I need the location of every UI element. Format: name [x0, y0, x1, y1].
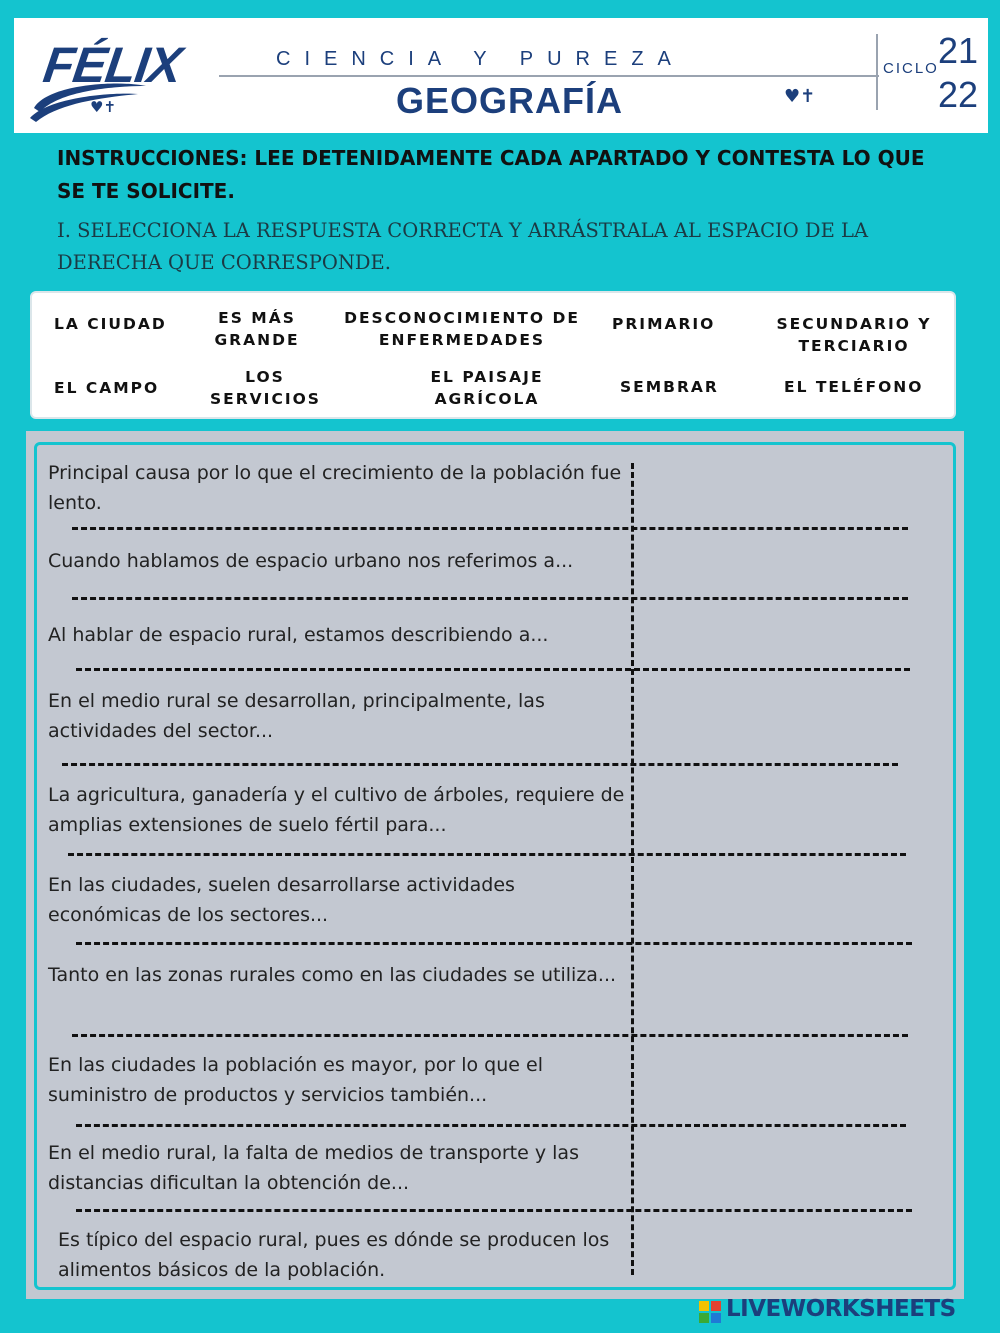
page-title: GEOGRAFÍA — [396, 80, 624, 121]
drag-option-text: DESCONOCIMIENTO DE — [344, 309, 580, 327]
liveworksheets-brand[interactable]: LIVEWORKSHEETS — [726, 1296, 956, 1322]
question-8: En las ciudades la población es mayor, por lo que el suministro de productos y servicios también... — [48, 1054, 543, 1106]
question-4: En el medio rural se desarrollan, principalmente, las actividades del sector... — [48, 690, 545, 742]
answer-drop-zone-7[interactable] — [640, 947, 940, 1031]
drag-option-text: ES MÁS — [218, 309, 296, 327]
section-title: I. SELECCIONA LA RESPUESTA CORRECTA Y ARRÁSTRALA AL ESPACIO DE LA DERECHA QUE CORRESPONDE. — [57, 219, 869, 274]
question-1: Principal causa por lo que el crecimiento de la población fue lento. — [48, 462, 622, 514]
drag-option-secundario-terciario[interactable] — [774, 313, 934, 357]
drag-option-el-telefono[interactable]: EL TELÉFONO — [784, 378, 924, 396]
drag-option-desconocimiento[interactable] — [342, 307, 582, 351]
answer-divider — [72, 527, 908, 530]
school-motto: CIENCIA Y PUREZA — [276, 48, 685, 70]
header-divider — [219, 75, 879, 77]
question-9: En el medio rural, la falta de medios de transporte y las distancias dificultan la obtención de... — [48, 1142, 579, 1194]
question-3: Al hablar de espacio rural, estamos describiendo a... — [48, 624, 549, 646]
drag-option-es-mas-grande[interactable] — [212, 307, 302, 351]
drag-option-text: TERCIARIO — [798, 337, 910, 355]
answer-drop-zone-3[interactable] — [640, 602, 940, 665]
logo-wordmark: FÉLIX — [40, 37, 185, 93]
answer-column-divider — [631, 463, 634, 1275]
cycle-year-end: 22 — [938, 74, 979, 115]
drag-option-text: SERVICIOS — [210, 390, 321, 408]
question-6: En las ciudades, suelen desarrollarse actividades económicas de los sectores... — [48, 874, 515, 926]
answer-divider — [76, 668, 910, 671]
drag-option-el-campo[interactable]: EL CAMPO — [54, 379, 160, 397]
drag-option-text: SECUNDARIO Y — [776, 315, 932, 333]
drag-option-text: GRANDE — [214, 331, 300, 349]
liveworksheets-logo-icon — [698, 1300, 722, 1324]
answer-divider — [76, 1209, 912, 1212]
drag-option-los-servicios[interactable] — [210, 366, 320, 410]
heart-cross-icon: ♥✝ — [90, 98, 117, 116]
answer-drop-zone-1[interactable] — [640, 460, 940, 524]
question-2: Cuando hablamos de espacio urbano nos referimos a... — [48, 550, 574, 572]
word-bank — [30, 291, 956, 419]
drag-option-primario[interactable]: PRIMARIO — [612, 315, 716, 333]
drag-option-la-ciudad[interactable]: LA CIUDAD — [54, 315, 167, 333]
cycle-year-start: 21 — [938, 30, 979, 71]
answer-drop-zone-6[interactable] — [640, 858, 940, 939]
answer-divider — [76, 942, 912, 945]
answer-drop-zone-4[interactable] — [640, 673, 940, 760]
answer-drop-zone-9[interactable] — [640, 1129, 940, 1206]
question-10: Es típico del espacio rural, pues es dónde se producen los alimentos básicos de la población. — [58, 1229, 610, 1281]
answer-drop-zone-8[interactable] — [640, 1039, 940, 1121]
answer-divider — [76, 1124, 906, 1127]
question-5: La agricultura, ganadería y el cultivo de árboles, requiere de amplias extensiones de suelo fértil para... — [48, 784, 625, 836]
header-divider-vertical — [876, 34, 878, 110]
drag-option-el-paisaje-agricola[interactable] — [422, 366, 552, 410]
answer-drop-zone-5[interactable] — [640, 768, 940, 850]
drag-option-text: AGRÍCOLA — [434, 390, 540, 408]
instructions: INSTRUCCIONES: LEE DETENIDAMENTE CADA APARTADO Y CONTESTA LO QUE SE TE SOLICITE. — [57, 146, 925, 203]
answer-divider — [72, 1034, 908, 1037]
school-logo — [28, 26, 208, 126]
answer-divider — [62, 763, 898, 766]
drag-option-text: LOS — [245, 368, 285, 386]
drag-option-sembrar[interactable]: SEMBRAR — [620, 378, 719, 396]
answer-divider — [68, 853, 906, 856]
answer-divider — [72, 597, 908, 600]
header-banner — [14, 18, 988, 133]
drag-option-text: ENFERMEDADES — [378, 331, 546, 349]
drag-option-text: EL PAISAJE — [430, 368, 544, 386]
answer-drop-zone-2[interactable] — [640, 532, 940, 594]
question-7: Tanto en las zonas rurales como en las ciudades se utiliza... — [48, 964, 617, 986]
cycle-label: CICLO — [883, 60, 939, 77]
answer-drop-zone-10[interactable] — [640, 1214, 940, 1280]
heart-cross-icon: ♥✝ — [784, 86, 816, 107]
